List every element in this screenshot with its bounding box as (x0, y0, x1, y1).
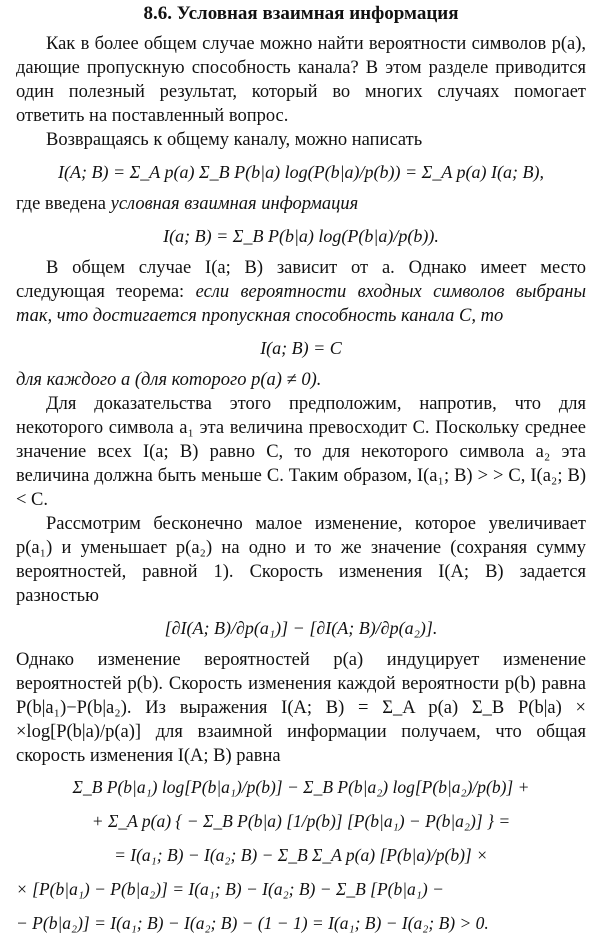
paragraph-3-text: где введена (16, 194, 111, 214)
paragraph-4-text: В общем случае I(a; B) зависит от a. Однако имеет место следующая теорема: (16, 258, 586, 302)
equation-derivation-line-2: + Σ_A p(a) { − Σ_B P(b|a) [1/p(b)] [P(b|a₁) − P(b|a₂)] } = (91, 811, 511, 831)
paragraph-1: Как в более общем случае можно найти вероятности символов p(a), дающие пропускную способность канала? В этом разделе приводится один полезный результат, который во многих случаях помогает ответить на поставленный вопрос. (16, 34, 586, 126)
theorem-statement: если вероятности входных символов выбраны так, что достигается пропускная способность канала C, то (16, 282, 586, 326)
paragraph-3-term: условная взаимная информация (110, 194, 359, 214)
equation-derivation-line-5: − P(b|a₂)] = I(a₁; B) − I(a₂; B) − (1 − 1) = I(a₁; B) − I(a₂; B) > 0. (16, 913, 489, 933)
paragraph-3 (16, 192, 586, 216)
equation-derivation-line-3: = I(a₁; B) − I(a₂; B) − Σ_B Σ_A p(a) [P(b|a)/p(b)] × (114, 845, 488, 865)
section-heading: 8.6. Условная взаимная информация (143, 3, 459, 24)
paragraph-4 (16, 256, 586, 328)
paragraph-6: Для доказательства этого предположим, напротив, что для некоторого символа a₁ эта величина превосходит C. Поскольку среднее значение всех I(a; B) равно C, то для некоторого символа a₂ эта величина должна быть меньше C. Таким образом, I(a₁; B) > > C, I(a₂; B) < C. (16, 394, 586, 510)
paragraph-5: для каждого a (для которого p(a) ≠ 0). (16, 370, 322, 390)
equation-derivation-line-1: Σ_B P(b|a₁) log[P(b|a₁)/p(b)] − Σ_B P(b|a₂) log[P(b|a₂)/p(b)] + (72, 777, 530, 797)
paragraph-7: Рассмотрим бесконечно малое изменение, которое увеличивает p(a₁) и уменьшает p(a₂) на одно и то же значение (сохраняя сумму вероятностей, равной 1). Скорость изменения I(A; B) задается разностью (16, 514, 586, 606)
paragraph-2: Возвращаясь к общему каналу, можно написать (46, 130, 423, 150)
equation-mutual-information: I(A; B) = Σ_A p(a) Σ_B P(b|a) log(P(b|a)/p(b)) = Σ_A p(a) I(a; B), (58, 162, 544, 182)
equation-theorem: I(a; B) = C (260, 338, 342, 358)
equation-derivation-line-4: × [P(b|a₁) − P(b|a₂)] = I(a₁; B) − I(a₂; B) − Σ_B [P(b|a₁) − (16, 879, 444, 899)
equation-conditional-mutual-information: I(a; B) = Σ_B P(b|a) log(P(b|a)/p(b)). (163, 226, 439, 246)
equation-rate-difference: [∂I(A; B)/∂p(a₁)] − [∂I(A; B)/∂p(a₂)]. (164, 618, 438, 638)
paragraph-8: Однако изменение вероятностей p(a) индуцирует изменение вероятностей p(b). Скорость изменения каждой вероятности p(b) равна P(b|a₁)−P(b|a₂). Из выражения I(A; B) = Σ_A p(a) Σ_B P(b|a) × ×log[P(b|a)/p(a)] для взаимной информации получаем, что общая скорость изменения I(A; B) равна (16, 650, 586, 766)
